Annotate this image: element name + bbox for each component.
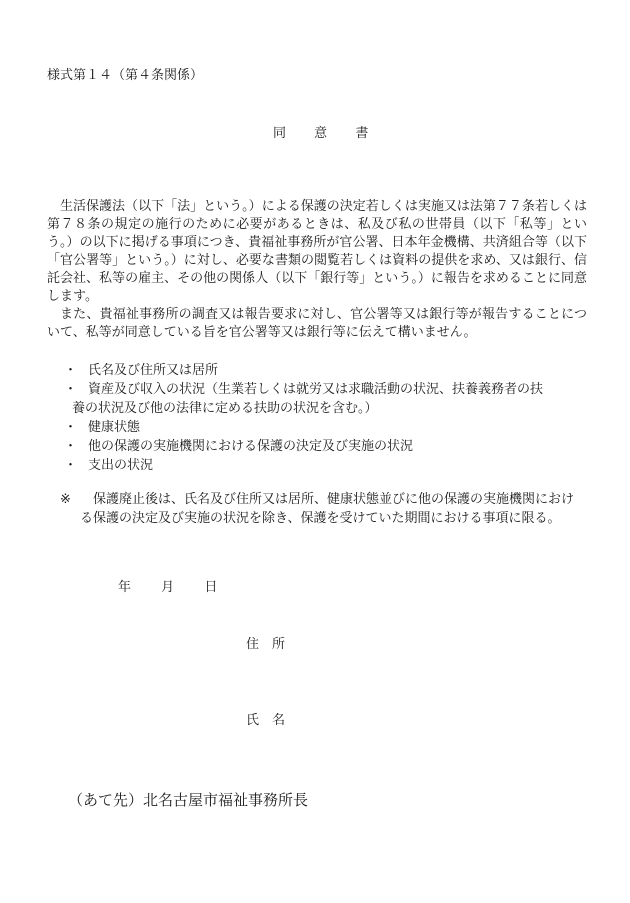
list-item (60, 380, 580, 418)
list-item (60, 437, 580, 456)
title-char-1: 同 (273, 126, 287, 141)
document-title (273, 122, 368, 141)
title-char-2: 意 (314, 126, 328, 141)
list-item-text-continued: 養の状況及び他の法律に定める扶助の状況を含む。） (72, 401, 378, 416)
address-label: 住 所 (246, 637, 286, 652)
date-month-label: 月 (161, 580, 175, 595)
bullet-mark: ・ (64, 439, 78, 454)
bullet-mark: ・ (64, 420, 78, 435)
list-item (60, 456, 580, 475)
list-item-text: 支出の状況 (88, 458, 154, 473)
note-text-line-2: る保護の決定及び実施の状況を除き、保護を受けていた期間における事項に限る。 (80, 511, 561, 526)
date-line (118, 576, 243, 595)
name-label: 氏 名 (246, 713, 286, 728)
note-text-line-1: 保護廃止後は、氏名及び住所又は居所、健康状態並びに他の保護の実施機関におけ (93, 492, 575, 507)
bullet-mark: ・ (64, 458, 78, 473)
list-item-text: 健康状態 (88, 420, 141, 435)
bullet-mark: ・ (64, 382, 78, 397)
list-item (60, 418, 580, 437)
note-mark: ※ (60, 492, 71, 507)
consent-paragraph-1: 生活保護法（以下「法」という。）による保護の決定若しくは実施又は法第７７条若しくは第７８条の規定の施行のために必要があるときは、私及び私の世帯員（以下「私等」という。）の以下に掲げる事項につき、貴福祉事務所が官公署、日本年金機構、共済組合等（以下「官公署等」という。）に対し、必要な書類の閲覧若しくは資料の提供を求め、又は銀行、信託会社、私等の雇主、その他の関係人（以下「銀行等」という。）に報告を求めることに同意します。 (47, 199, 587, 304)
bullet-mark: ・ (64, 363, 78, 378)
date-year-label: 年 (118, 580, 132, 595)
consent-paragraph-2: また、貴福祉事務所の調査又は報告要求に対し、官公署等又は銀行等が報告することについて、私等が同意している旨を官公署等又は銀行等に伝えて構いません。 (47, 307, 587, 340)
form-number: 様式第１４（第４条関係） (47, 68, 204, 83)
consent-items-list (60, 361, 580, 475)
addressee: （あて先）北名古屋市福祉事務所長 (68, 791, 309, 809)
title-char-3: 書 (355, 126, 369, 141)
list-item-text: 氏名及び住所又は居所 (88, 363, 219, 378)
list-item-text: 資産及び収入の状況（生業若しくは就労又は求職活動の状況、扶養義務者の扶 (88, 382, 544, 397)
list-item-text: 他の保護の実施機関における保護の決定及び実施の状況 (88, 439, 414, 454)
date-day-label: 日 (204, 580, 218, 595)
list-item (60, 361, 580, 380)
note (60, 490, 590, 528)
